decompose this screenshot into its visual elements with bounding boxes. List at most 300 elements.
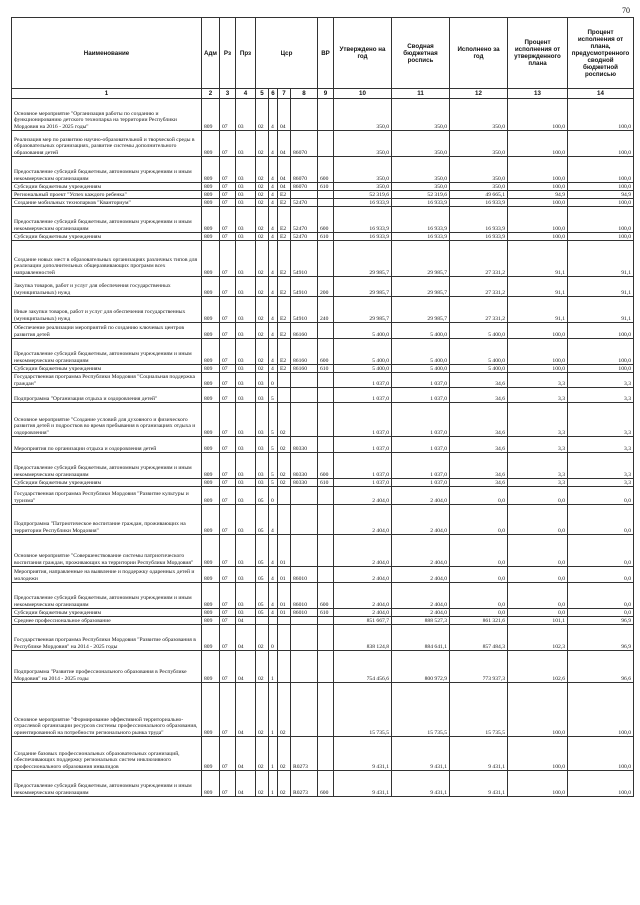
cell-c2: 4 [269, 233, 278, 241]
cell-c3 [278, 625, 291, 651]
cell-executed: 34,6 [450, 479, 508, 487]
cell-executed: 0,0 [450, 505, 508, 535]
cell-approved: 1 037,0 [334, 373, 392, 388]
cell-rz: 07 [220, 207, 236, 233]
cell-adm: 809 [202, 339, 220, 365]
cell-prz: 03 [236, 567, 256, 583]
cell-c3 [278, 487, 291, 505]
cell-c1: 05 [256, 583, 269, 609]
cell-budget: 1 037,0 [392, 479, 450, 487]
cell-vr: 600 [318, 453, 334, 479]
cell-pct_approved: 100,0 [508, 339, 568, 365]
cell-vr: 600 [318, 583, 334, 609]
cell-budget: 29 985,7 [392, 277, 450, 297]
cell-name: Основное мероприятие "Создание условий для духовного и физического развития детей и подростков во время пребывания в организациях отдыха и оздоровления" [12, 403, 202, 437]
cell-name: Среднее профессиональное образование [12, 617, 202, 625]
cell-c1: 03 [256, 403, 269, 437]
cell-name: Основное мероприятие "Формирование эффективной территориально-отраслевой организации ресурсов системы профессионального образования, ориентированной на потребности регионального рынка труда" [12, 683, 202, 737]
cell-name: Иные закупки товаров, работ и услуг для обеспечения государственных (муниципальных) нужд [12, 297, 202, 323]
cell-name: Региональный проект "Успех каждого ребенка" [12, 191, 202, 199]
cell-pct_budget: 100,0 [568, 737, 634, 771]
cell-rz: 07 [220, 771, 236, 797]
cell-pct_approved: 100,0 [508, 323, 568, 339]
cell-vr [318, 625, 334, 651]
cell-c4: 86160 [291, 365, 318, 373]
cell-name: Субсидии бюджетным учреждениям [12, 479, 202, 487]
cell-name: Создание мобильных технопарков "Кванториум" [12, 199, 202, 207]
cell-c1: 02 [256, 625, 269, 651]
cell-c4: 86160 [291, 323, 318, 339]
table-row [12, 365, 634, 373]
cell-prz: 03 [236, 207, 256, 233]
cell-c1: 02 [256, 277, 269, 297]
cell-pct_approved: 100,0 [508, 233, 568, 241]
cell-c1: 03 [256, 388, 269, 403]
cell-c3: E2 [278, 297, 291, 323]
cell-prz: 03 [236, 157, 256, 183]
cell-approved: 1 037,0 [334, 403, 392, 437]
header-prz: Прз [236, 18, 256, 89]
header-vr: ВР [318, 18, 334, 89]
cell-c1: 02 [256, 323, 269, 339]
cell-executed: 15 735,5 [450, 683, 508, 737]
cell-rz: 07 [220, 609, 236, 617]
cell-executed: 27 331,2 [450, 241, 508, 277]
cell-pct_budget: 3,3 [568, 479, 634, 487]
cell-adm: 809 [202, 453, 220, 479]
table-row [12, 157, 634, 183]
cell-pct_approved: 100,0 [508, 365, 568, 373]
cell-vr [318, 131, 334, 157]
cell-pct_approved: 0,0 [508, 567, 568, 583]
cell-budget: 29 985,7 [392, 241, 450, 277]
cell-pct_approved: 0,0 [508, 609, 568, 617]
cell-budget: 29 985,7 [392, 297, 450, 323]
cell-c2: 4 [269, 99, 278, 131]
cell-c2: 4 [269, 277, 278, 297]
cell-vr [318, 241, 334, 277]
cell-budget: 350,0 [392, 99, 450, 131]
cell-prz: 04 [236, 683, 256, 737]
cell-adm: 809 [202, 99, 220, 131]
cell-prz: 03 [236, 479, 256, 487]
table-row [12, 99, 634, 131]
cell-budget: 52 319,6 [392, 191, 450, 199]
cell-prz: 03 [236, 453, 256, 479]
cell-c3 [278, 373, 291, 388]
cell-c3: 01 [278, 609, 291, 617]
cell-c1: 03 [256, 373, 269, 388]
cell-pct_budget: 3,3 [568, 437, 634, 453]
cell-pct_budget: 3,3 [568, 403, 634, 437]
cell-c3: E2 [278, 277, 291, 297]
cell-executed: 861 321,6 [450, 617, 508, 625]
cell-name: Основное мероприятие "Организация работы по созданию и функционированию детского технопарка на территории Республики Мордовия на 2016 - 2025 годы" [12, 99, 202, 131]
cell-vr [318, 683, 334, 737]
cell-name: Подпрограмма "Организация отдыха и оздоровления детей" [12, 388, 202, 403]
cell-c2: 4 [269, 241, 278, 277]
cell-c1: 02 [256, 131, 269, 157]
cell-rz: 07 [220, 157, 236, 183]
cell-budget: 16 933,9 [392, 199, 450, 207]
cell-adm: 809 [202, 567, 220, 583]
cell-vr [318, 99, 334, 131]
cell-approved: 2 404,0 [334, 609, 392, 617]
cell-prz: 04 [236, 771, 256, 797]
cell-adm: 809 [202, 625, 220, 651]
cell-pct_budget: 3,3 [568, 373, 634, 388]
cell-vr [318, 403, 334, 437]
cell-executed: 0,0 [450, 567, 508, 583]
cell-approved: 350,0 [334, 99, 392, 131]
cell-vr [318, 567, 334, 583]
cell-c4: 52470 [291, 233, 318, 241]
cell-rz: 07 [220, 191, 236, 199]
cell-prz: 03 [236, 373, 256, 388]
cell-pct_budget: 91,1 [568, 297, 634, 323]
cell-approved: 16 933,9 [334, 207, 392, 233]
cell-approved: 350,0 [334, 131, 392, 157]
cell-executed: 49 665,1 [450, 191, 508, 199]
cell-adm: 809 [202, 157, 220, 183]
cell-adm: 809 [202, 373, 220, 388]
cell-pct_budget: 100,0 [568, 365, 634, 373]
cell-c3: E2 [278, 207, 291, 233]
cell-prz: 03 [236, 297, 256, 323]
cell-budget: 2 404,0 [392, 609, 450, 617]
cell-c1: 02 [256, 183, 269, 191]
cell-c3: 04 [278, 183, 291, 191]
cell-c2: 4 [269, 199, 278, 207]
cell-c1: 02 [256, 651, 269, 683]
cell-budget: 5 400,0 [392, 323, 450, 339]
cell-c2: 5 [269, 403, 278, 437]
cell-pct_approved: 102,6 [508, 651, 568, 683]
cell-pct_budget: 0,0 [568, 505, 634, 535]
cell-c2: 5 [269, 388, 278, 403]
cell-pct_approved: 100,0 [508, 771, 568, 797]
cell-adm: 809 [202, 403, 220, 437]
cell-c3 [278, 388, 291, 403]
cell-name: Мероприятия, направленные на выявление и поддержку одаренных детей и молодежи [12, 567, 202, 583]
cell-rz: 07 [220, 297, 236, 323]
cell-c1: 03 [256, 437, 269, 453]
cell-c4 [291, 487, 318, 505]
table-row [12, 373, 634, 388]
table-row [12, 487, 634, 505]
cell-pct_budget: 0,0 [568, 535, 634, 567]
cell-vr: 600 [318, 771, 334, 797]
header-pct_approved: Процент исполнения от утвержденного плана [508, 18, 568, 89]
cell-pct_approved: 91,1 [508, 297, 568, 323]
cell-pct_budget: 100,0 [568, 183, 634, 191]
cell-pct_approved: 3,3 [508, 453, 568, 479]
cell-vr [318, 535, 334, 567]
cell-pct_budget: 94,9 [568, 191, 634, 199]
cell-budget: 9 431,1 [392, 771, 450, 797]
cell-name: Предоставление субсидий бюджетным, автономным учреждениям и иным некоммерческим организациям [12, 583, 202, 609]
cell-approved: 1 037,0 [334, 388, 392, 403]
cell-name: Предоставление субсидий бюджетным, автономным учреждениям и иным некоммерческим организациям [12, 771, 202, 797]
cell-c1: 02 [256, 207, 269, 233]
cell-adm: 809 [202, 535, 220, 567]
cell-pct_approved: 3,3 [508, 373, 568, 388]
cell-rz: 07 [220, 131, 236, 157]
cell-pct_approved: 91,1 [508, 277, 568, 297]
cell-executed: 5 400,0 [450, 365, 508, 373]
cell-approved: 754 456,6 [334, 651, 392, 683]
cell-budget: 350,0 [392, 183, 450, 191]
cell-c1: 02 [256, 737, 269, 771]
cell-pct_approved: 3,3 [508, 479, 568, 487]
cell-c4: 86010 [291, 583, 318, 609]
column-number-c4: 8 [291, 89, 318, 99]
cell-executed: 350,0 [450, 131, 508, 157]
cell-c1: 02 [256, 191, 269, 199]
cell-pct_budget: 100,0 [568, 771, 634, 797]
header-budget: Сводная бюджетная роспись [392, 18, 450, 89]
cell-name: Субсидии бюджетным учреждениям [12, 365, 202, 373]
page-number: 70 [622, 6, 630, 15]
cell-budget: 2 404,0 [392, 567, 450, 583]
cell-rz: 07 [220, 505, 236, 535]
table-row [12, 191, 634, 199]
cell-adm: 809 [202, 487, 220, 505]
cell-budget: 884 641,1 [392, 625, 450, 651]
cell-c4: 80330 [291, 453, 318, 479]
cell-c3: 01 [278, 567, 291, 583]
cell-rz: 07 [220, 388, 236, 403]
cell-name: Подпрограмма "Патриотическое воспитание граждан, проживающих на территории Республики Мордовия" [12, 505, 202, 535]
cell-executed: 0,0 [450, 583, 508, 609]
cell-c3: 02 [278, 771, 291, 797]
cell-name: Обеспечение реализации мероприятий по созданию ключевых центров развития детей [12, 323, 202, 339]
cell-executed: 16 933,9 [450, 207, 508, 233]
cell-pct_budget: 91,1 [568, 277, 634, 297]
cell-c2: 4 [269, 157, 278, 183]
cell-budget: 800 972,9 [392, 651, 450, 683]
cell-name: Закупка товаров, работ и услуг для обеспечения государственных (муниципальных) нужд [12, 277, 202, 297]
header-rz: Рз [220, 18, 236, 89]
cell-prz: 03 [236, 339, 256, 365]
cell-vr: 610 [318, 233, 334, 241]
cell-rz: 07 [220, 567, 236, 583]
table-row [12, 339, 634, 365]
table-row [12, 277, 634, 297]
cell-adm: 809 [202, 737, 220, 771]
table-row [12, 505, 634, 535]
cell-c2: 4 [269, 323, 278, 339]
cell-vr: 600 [318, 207, 334, 233]
cell-adm: 809 [202, 609, 220, 617]
cell-c2: 4 [269, 339, 278, 365]
table-row [12, 683, 634, 737]
cell-c3: 04 [278, 131, 291, 157]
cell-vr: 610 [318, 479, 334, 487]
cell-budget: 2 404,0 [392, 505, 450, 535]
header-executed: Исполнено за год [450, 18, 508, 89]
cell-pct_budget: 0,0 [568, 487, 634, 505]
cell-pct_budget: 100,0 [568, 157, 634, 183]
cell-c2: 0 [269, 625, 278, 651]
cell-c3: E2 [278, 339, 291, 365]
cell-rz: 07 [220, 651, 236, 683]
cell-adm: 809 [202, 683, 220, 737]
cell-c3 [278, 651, 291, 683]
cell-executed: 34,6 [450, 388, 508, 403]
cell-budget: 5 400,0 [392, 365, 450, 373]
cell-name: Субсидии бюджетным учреждениям [12, 609, 202, 617]
cell-name: Государственная программа Республики Мордовия "Развитие культуры и туризма" [12, 487, 202, 505]
cell-pct_approved: 0,0 [508, 505, 568, 535]
cell-c4: 52470 [291, 207, 318, 233]
cell-adm: 809 [202, 617, 220, 625]
cell-rz: 07 [220, 233, 236, 241]
cell-pct_budget: 3,3 [568, 388, 634, 403]
cell-c3: E2 [278, 233, 291, 241]
cell-c4 [291, 99, 318, 131]
cell-budget: 2 404,0 [392, 583, 450, 609]
cell-executed: 34,6 [450, 403, 508, 437]
cell-prz: 03 [236, 199, 256, 207]
column-number-c1: 5 [256, 89, 269, 99]
cell-rz: 07 [220, 183, 236, 191]
cell-pct_approved: 100,0 [508, 199, 568, 207]
cell-prz: 03 [236, 388, 256, 403]
cell-c1: 05 [256, 567, 269, 583]
cell-pct_budget: 100,0 [568, 339, 634, 365]
header-c4: Цср [256, 18, 318, 89]
cell-rz: 07 [220, 373, 236, 388]
cell-rz: 07 [220, 683, 236, 737]
cell-rz: 07 [220, 737, 236, 771]
cell-pct_budget: 100,0 [568, 199, 634, 207]
cell-name: Предоставление субсидий бюджетным, автономным учреждениям и иным некоммерческим организациям [12, 157, 202, 183]
cell-adm: 809 [202, 277, 220, 297]
cell-pct_approved: 100,0 [508, 99, 568, 131]
cell-rz: 07 [220, 453, 236, 479]
cell-c3: E2 [278, 365, 291, 373]
cell-approved: 29 985,7 [334, 277, 392, 297]
cell-c4: 86070 [291, 183, 318, 191]
cell-executed: 0,0 [450, 487, 508, 505]
cell-c1: 02 [256, 241, 269, 277]
cell-adm: 809 [202, 771, 220, 797]
cell-c4 [291, 403, 318, 437]
cell-approved: 9 431,1 [334, 771, 392, 797]
cell-executed: 0,0 [450, 535, 508, 567]
cell-c2 [269, 617, 278, 625]
cell-pct_approved: 100,0 [508, 737, 568, 771]
cell-adm: 809 [202, 199, 220, 207]
cell-c1: 02 [256, 365, 269, 373]
cell-prz: 04 [236, 737, 256, 771]
table-row [12, 207, 634, 233]
cell-approved: 2 404,0 [334, 583, 392, 609]
cell-budget: 16 933,9 [392, 207, 450, 233]
cell-rz: 07 [220, 479, 236, 487]
cell-prz: 03 [236, 191, 256, 199]
cell-pct_budget: 96,9 [568, 617, 634, 625]
cell-prz: 03 [236, 403, 256, 437]
cell-vr: 610 [318, 609, 334, 617]
cell-c3: 01 [278, 535, 291, 567]
cell-adm: 809 [202, 323, 220, 339]
cell-prz: 03 [236, 323, 256, 339]
cell-c4: 80330 [291, 437, 318, 453]
cell-c1: 05 [256, 505, 269, 535]
cell-vr: 610 [318, 183, 334, 191]
cell-name: Мероприятия по организации отдыха и оздоровления детей [12, 437, 202, 453]
cell-pct_budget: 100,0 [568, 99, 634, 131]
cell-pct_approved: 100,0 [508, 683, 568, 737]
cell-vr: 610 [318, 365, 334, 373]
cell-approved: 2 404,0 [334, 487, 392, 505]
cell-c3: 01 [278, 583, 291, 609]
cell-budget: 1 037,0 [392, 453, 450, 479]
cell-name: Государственная программа Республики Мордовия "Социальная поддержка граждан" [12, 373, 202, 388]
table-row [12, 771, 634, 797]
cell-prz: 03 [236, 535, 256, 567]
cell-rz: 07 [220, 199, 236, 207]
cell-budget: 1 037,0 [392, 388, 450, 403]
cell-budget: 2 404,0 [392, 487, 450, 505]
column-number-prz: 4 [236, 89, 256, 99]
table-row [12, 437, 634, 453]
cell-rz: 07 [220, 437, 236, 453]
cell-approved: 16 933,9 [334, 233, 392, 241]
cell-prz: 04 [236, 617, 256, 625]
cell-pct_budget: 0,0 [568, 609, 634, 617]
cell-adm: 809 [202, 207, 220, 233]
table-row [12, 609, 634, 617]
cell-c2: 4 [269, 183, 278, 191]
cell-c3: 02 [278, 479, 291, 487]
cell-c2: 4 [269, 297, 278, 323]
cell-pct_approved: 100,0 [508, 131, 568, 157]
cell-adm: 809 [202, 297, 220, 323]
cell-c3: E2 [278, 191, 291, 199]
cell-c2: 0 [269, 487, 278, 505]
cell-c1 [256, 617, 269, 625]
cell-executed: 350,0 [450, 99, 508, 131]
cell-c4: R0273 [291, 771, 318, 797]
cell-c2: 4 [269, 567, 278, 583]
cell-vr [318, 505, 334, 535]
table-row [12, 131, 634, 157]
cell-prz: 03 [236, 241, 256, 277]
cell-rz: 07 [220, 403, 236, 437]
cell-c3 [278, 617, 291, 625]
cell-budget: 9 431,1 [392, 737, 450, 771]
cell-budget: 1 037,0 [392, 403, 450, 437]
table-row [12, 323, 634, 339]
cell-c4: 86070 [291, 131, 318, 157]
cell-c2: 1 [269, 651, 278, 683]
cell-c1: 02 [256, 199, 269, 207]
cell-prz: 03 [236, 99, 256, 131]
column-number-adm: 2 [202, 89, 220, 99]
column-number-approved: 10 [334, 89, 392, 99]
cell-prz: 04 [236, 651, 256, 683]
cell-executed: 16 933,9 [450, 233, 508, 241]
cell-adm: 809 [202, 651, 220, 683]
column-number-pct_budget: 14 [568, 89, 634, 99]
cell-pct_budget: 0,0 [568, 567, 634, 583]
cell-executed: 34,6 [450, 373, 508, 388]
cell-vr [318, 617, 334, 625]
column-number-rz: 3 [220, 89, 236, 99]
